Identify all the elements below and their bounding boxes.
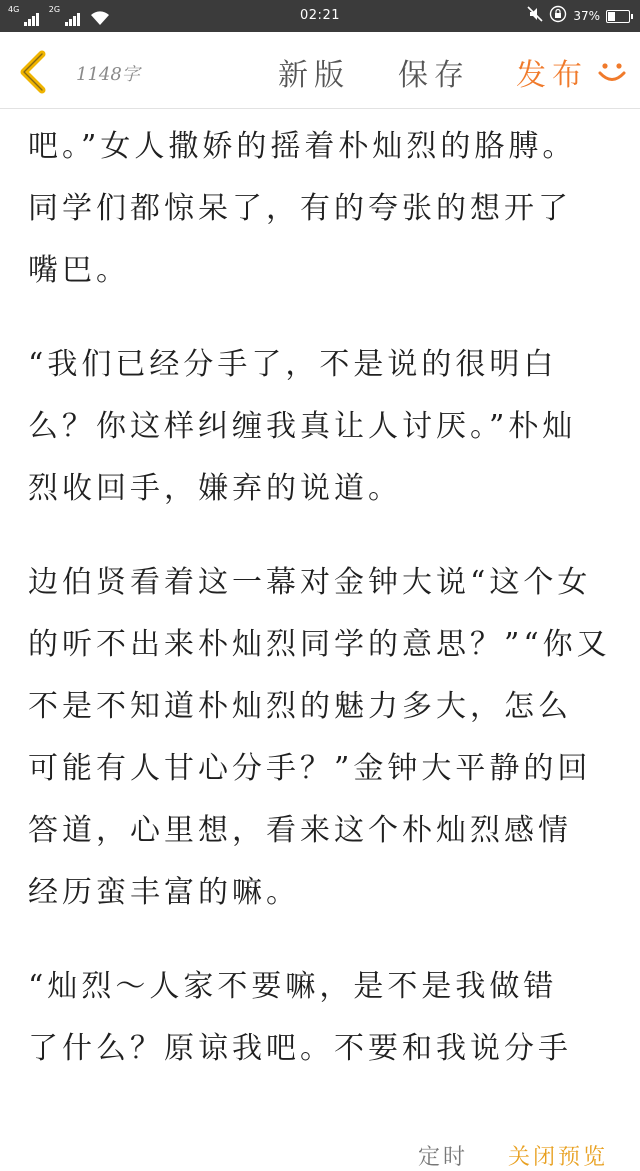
battery-icon [606, 10, 630, 23]
editor-toolbar [0, 32, 640, 109]
article-preview [28, 116, 618, 1112]
word-count: 1148字 [76, 64, 140, 85]
network-type-1: 4G [8, 5, 20, 14]
status-bar [0, 0, 640, 32]
paragraph: “我们已经分手了，不是说的很明白 么？你这样纠缠我真让人讨厌。”朴灿 烈收回手，嫌弃的说道。 [28, 347, 577, 506]
status-right [527, 7, 630, 25]
schedule-button[interactable]: 定时 [418, 1145, 469, 1170]
close-preview-button[interactable]: 关闭预览 [508, 1145, 609, 1170]
paragraph: 吧。”女人撒娇的摇着朴灿烈的胳膊。 同学们都惊呆了，有的夸张的想开了 嘴巴。 [28, 129, 577, 288]
battery-percent: 37% [573, 9, 600, 23]
network-type-2: 2G [48, 5, 61, 14]
clock: 02:21 [300, 8, 340, 23]
chevron-left-icon [14, 50, 54, 94]
save-button[interactable]: 保存 [398, 58, 470, 93]
back-button[interactable] [14, 50, 54, 94]
smile-icon[interactable] [594, 54, 630, 90]
bottom-bar [0, 1138, 640, 1170]
lock-rotation-icon [549, 5, 567, 27]
paragraph: “灿烈～人家不要嘛，是不是我做错 了什么？原谅我吧。不要和我说分手 [28, 969, 572, 1066]
publish-button[interactable]: 发布 [516, 58, 588, 93]
new-version-button[interactable]: 新版 [278, 58, 350, 93]
paragraph: 边伯贤看着这一幕对金钟大说“这个女 的听不出来朴灿烈同学的意思？”“你又 不是不知道朴灿烈的魅力多大，怎么 可能有人甘心分手？”金钟大平静的回 答道，心里想，看来这个朴灿烈感情 经历蛮丰富的嘛。 [28, 565, 611, 910]
mute-icon [527, 6, 543, 26]
